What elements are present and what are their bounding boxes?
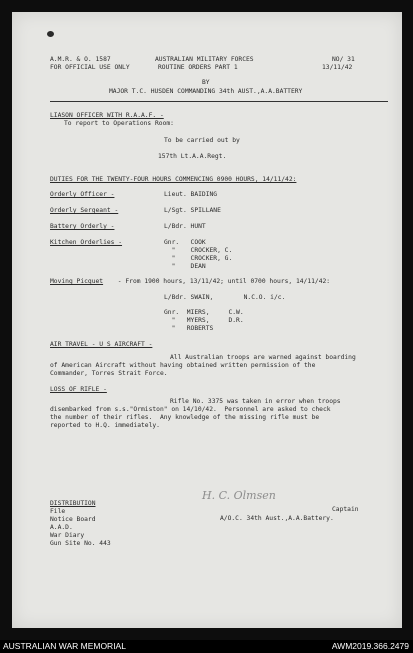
distribution-heading: DISTRIBUTION	[50, 500, 96, 507]
header-divider	[50, 101, 388, 102]
orderly-sergeant-label: Orderly Sergeant -	[50, 207, 119, 214]
list-item: A.A.D.	[50, 524, 73, 531]
list-item: Gun Site No. 443	[50, 540, 111, 547]
paragraph-line: Commander, Torres Strait Force.	[50, 370, 168, 377]
kitchen-orderlies-label: Kitchen Orderlies -	[50, 239, 123, 246]
classification: FOR OFFICIAL USE ONLY	[50, 64, 130, 71]
orderly-officer-label: Orderly Officer -	[50, 191, 115, 198]
punch-hole	[47, 31, 54, 37]
order-date: 13/11/42	[322, 64, 353, 71]
liaison-line: To report to Operations Room:	[64, 120, 174, 127]
handwritten-signature: H. C. Olmsen	[202, 489, 276, 502]
paragraph-line: the number of their rifles. Any knowledge of the missing rifle must be	[50, 414, 320, 421]
archive-reference: AWM2019.366.2479	[331, 641, 409, 651]
battery-orderly-label: Battery Orderly -	[50, 223, 115, 230]
archive-footer	[0, 640, 413, 653]
paragraph-line: disembarked from s.s."Ormiston" on 14/10/42. Personnel are asked to check	[50, 406, 331, 413]
document-subtitle: ROUTINE ORDERS PART 1	[158, 64, 238, 71]
list-item: War Diary	[50, 532, 85, 539]
paragraph-line: of American Aircraft without having obtained written permission of the	[50, 362, 316, 369]
list-item: " CROCKER, G.	[164, 255, 233, 262]
signatory-title: A/O.C. 34th Aust.,A.A.Battery.	[220, 515, 334, 522]
battery-orderly-value: L/Bdr. HUNT	[164, 223, 206, 230]
orderly-officer-value: Lieut. BAIDING	[164, 191, 218, 198]
rifle-heading: LOSS OF RIFLE -	[50, 386, 107, 393]
list-item: Gnr. MIERS, C.W.	[164, 309, 244, 316]
document-title: AUSTRALIAN MILITARY FORCES	[155, 56, 254, 63]
list-item: " CROCKER, C.	[164, 247, 233, 254]
signatory-rank: Captain	[332, 506, 359, 513]
liaison-heading: LIASON OFFICER WITH R.A.A.F. -	[50, 112, 164, 119]
picquet-times: - From 1900 hours, 13/11/42; until 0700 hours, 14/11/42:	[114, 278, 331, 285]
by-label: BY	[202, 79, 210, 86]
paragraph-line: All Australian troops are warned against boarding	[170, 354, 356, 361]
liaison-line: 157th Lt.A.A.Regt.	[158, 153, 227, 160]
list-item: " ROBERTS	[164, 325, 214, 332]
orderly-sergeant-value: L/Sgt. SPILLANE	[164, 207, 221, 214]
air-travel-heading: AIR TRAVEL - U S AIRCRAFT -	[50, 341, 153, 348]
paragraph-line: Rifle No. 3375 was taken in error when troops	[170, 398, 341, 405]
list-item: " DEAN	[164, 263, 206, 270]
list-item: " MYERS, D.R.	[164, 317, 244, 324]
liaison-line: To be carried out by	[164, 137, 240, 144]
picquet-nco: L/Bdr. SWAIN, N.C.O. i/c.	[164, 294, 286, 301]
duties-heading: DUTIES FOR THE TWENTY-FOUR HOURS COMMENCING 0900 HOURS, 14/11/42:	[50, 176, 297, 183]
reference-number: A.M.R. & O. 1587	[50, 56, 111, 63]
picquet-heading: Moving Picquet	[50, 278, 104, 285]
list-item: Gnr. COOK	[164, 239, 206, 246]
list-item: File	[50, 508, 66, 515]
list-item: Notice Board	[50, 516, 96, 523]
order-number: NO/ 31	[332, 56, 355, 63]
document-page	[12, 12, 402, 628]
paragraph-line: reported to H.Q. immediately.	[50, 422, 160, 429]
commanding-officer: MAJOR T.C. HUSDEN COMMANDING 34th AUST.,A.A.BATTERY	[109, 88, 303, 95]
archive-name: AUSTRALIAN WAR MEMORIAL	[3, 641, 126, 651]
